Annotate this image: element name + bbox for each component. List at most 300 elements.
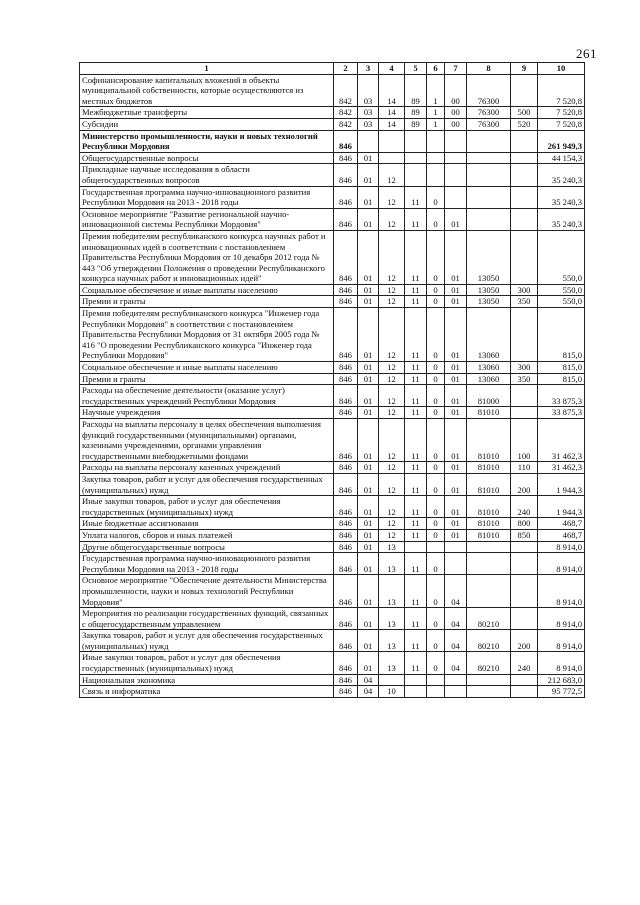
ministry-code: 846 xyxy=(334,130,358,152)
measure-code: 01 xyxy=(445,373,467,385)
measure-code xyxy=(445,130,467,152)
subprogram-code: 0 xyxy=(427,575,445,608)
kind-code: 300 xyxy=(511,362,538,374)
subprogram-code: 0 xyxy=(427,296,445,308)
table-row xyxy=(80,553,585,575)
ministry-code: 842 xyxy=(334,107,358,119)
measure-code: 01 xyxy=(445,462,467,474)
table-row xyxy=(80,496,585,518)
subprogram-code: 0 xyxy=(427,208,445,230)
subprogram-code: 1 xyxy=(427,74,445,107)
ministry-code: 846 xyxy=(334,419,358,462)
ministry-code: 846 xyxy=(334,164,358,186)
kind-code xyxy=(511,130,538,152)
ministry-code: 846 xyxy=(334,462,358,474)
kind-code: 240 xyxy=(511,496,538,518)
kind-code: 300 xyxy=(511,284,538,296)
subprogram-code: 0 xyxy=(427,630,445,652)
program-code: 11 xyxy=(405,575,427,608)
subprogram-code xyxy=(427,152,445,164)
row-name: Премии и гранты xyxy=(80,373,334,385)
ministry-code: 846 xyxy=(334,553,358,575)
row-name: Министерство промышленности, науки и новых технологий Республики Мордовия xyxy=(80,130,334,152)
subprogram-code: 1 xyxy=(427,107,445,119)
subsection-code: 13 xyxy=(379,553,405,575)
subsection-code: 13 xyxy=(379,630,405,652)
subprogram-code xyxy=(427,541,445,553)
subprogram-code: 0 xyxy=(427,373,445,385)
subsection-code: 12 xyxy=(379,518,405,530)
subprogram-code xyxy=(427,686,445,698)
expense-code: 81010 xyxy=(467,529,511,541)
kind-code xyxy=(511,541,538,553)
ministry-code: 846 xyxy=(334,496,358,518)
table-row xyxy=(80,575,585,608)
expense-code xyxy=(467,553,511,575)
section-code: 01 xyxy=(358,152,379,164)
expense-code: 81010 xyxy=(467,518,511,530)
expense-code: 13060 xyxy=(467,308,511,362)
kind-code xyxy=(511,553,538,575)
expense-code xyxy=(467,575,511,608)
header-cell: 8 xyxy=(467,63,511,75)
ministry-code: 842 xyxy=(334,118,358,130)
program-code: 11 xyxy=(405,230,427,284)
subsection-code xyxy=(379,130,405,152)
subprogram-code: 0 xyxy=(427,608,445,630)
section-code: 01 xyxy=(358,630,379,652)
section-code: 01 xyxy=(358,407,379,419)
expense-code: 80210 xyxy=(467,608,511,630)
expense-code: 81000 xyxy=(467,385,511,407)
table-row xyxy=(80,130,585,152)
section-code: 01 xyxy=(358,186,379,208)
kind-code: 240 xyxy=(511,652,538,674)
ministry-code: 846 xyxy=(334,575,358,608)
measure-code: 01 xyxy=(445,296,467,308)
subprogram-code: 0 xyxy=(427,284,445,296)
expense-code xyxy=(467,152,511,164)
subprogram-code: 0 xyxy=(427,518,445,530)
expense-code: 13050 xyxy=(467,230,511,284)
ministry-code: 846 xyxy=(334,296,358,308)
ministry-code: 846 xyxy=(334,529,358,541)
kind-code xyxy=(511,686,538,698)
measure-code: 00 xyxy=(445,118,467,130)
row-name: Общегосударственные вопросы xyxy=(80,152,334,164)
measure-code xyxy=(445,553,467,575)
section-code: 01 xyxy=(358,518,379,530)
table-row xyxy=(80,419,585,462)
header-cell: 6 xyxy=(427,63,445,75)
measure-code: 01 xyxy=(445,230,467,284)
budget-table xyxy=(79,62,585,698)
subprogram-code: 0 xyxy=(427,308,445,362)
table-row xyxy=(80,208,585,230)
amount: 1 944,3 xyxy=(538,473,585,495)
kind-code: 350 xyxy=(511,296,538,308)
subprogram-code: 0 xyxy=(427,407,445,419)
table-row xyxy=(80,230,585,284)
ministry-code: 846 xyxy=(334,362,358,374)
ministry-code: 842 xyxy=(334,74,358,107)
expense-code xyxy=(467,208,511,230)
subsection-code xyxy=(379,674,405,686)
program-code: 11 xyxy=(405,308,427,362)
expense-code: 13060 xyxy=(467,362,511,374)
measure-code: 00 xyxy=(445,107,467,119)
subsection-code: 12 xyxy=(379,496,405,518)
kind-code xyxy=(511,230,538,284)
row-name: Государственная программа научно-инновационного развития Республики Мордовия на 2013 - 2018 годы xyxy=(80,186,334,208)
subprogram-code: 0 xyxy=(427,230,445,284)
budget-table-wrap xyxy=(79,62,584,698)
section-code: 01 xyxy=(358,164,379,186)
measure-code xyxy=(445,186,467,208)
program-code: 11 xyxy=(405,407,427,419)
table-row xyxy=(80,652,585,674)
subsection-code: 13 xyxy=(379,608,405,630)
row-name: Научные учреждения xyxy=(80,407,334,419)
table-row xyxy=(80,518,585,530)
program-code: 11 xyxy=(405,419,427,462)
table-row xyxy=(80,529,585,541)
kind-code: 520 xyxy=(511,118,538,130)
subsection-code: 12 xyxy=(379,385,405,407)
amount: 44 154,3 xyxy=(538,152,585,164)
row-name: Иные бюджетные ассигнования xyxy=(80,518,334,530)
amount: 7 520,8 xyxy=(538,118,585,130)
subsection-code: 12 xyxy=(379,473,405,495)
header-cell: 5 xyxy=(405,63,427,75)
header-cell: 9 xyxy=(511,63,538,75)
section-code: 03 xyxy=(358,74,379,107)
measure-code: 01 xyxy=(445,284,467,296)
program-code: 11 xyxy=(405,496,427,518)
amount: 815,0 xyxy=(538,308,585,362)
header-cell: 2 xyxy=(334,63,358,75)
kind-code xyxy=(511,407,538,419)
measure-code: 04 xyxy=(445,575,467,608)
table-row xyxy=(80,541,585,553)
ministry-code: 846 xyxy=(334,608,358,630)
row-name: Закупка товаров, работ и услуг для обеспечения государственных (муниципальных) нужд xyxy=(80,473,334,495)
kind-code xyxy=(511,308,538,362)
ministry-code: 846 xyxy=(334,541,358,553)
amount: 8 914,0 xyxy=(538,541,585,553)
subsection-code: 12 xyxy=(379,529,405,541)
measure-code: 01 xyxy=(445,385,467,407)
row-name: Социальное обеспечение и иные выплаты населению xyxy=(80,284,334,296)
amount: 815,0 xyxy=(538,362,585,374)
measure-code: 01 xyxy=(445,529,467,541)
row-name: Межбюджетные трансферты xyxy=(80,107,334,119)
expense-code: 76300 xyxy=(467,107,511,119)
kind-code xyxy=(511,164,538,186)
expense-code: 81010 xyxy=(467,419,511,462)
row-name: Государственная программа научно-инновационного развития Республики Мордовия на 2013 - 2018 годы xyxy=(80,553,334,575)
amount: 8 914,0 xyxy=(538,608,585,630)
section-code: 01 xyxy=(358,553,379,575)
header-cell: 3 xyxy=(358,63,379,75)
kind-code xyxy=(511,608,538,630)
section-code: 01 xyxy=(358,608,379,630)
program-code: 11 xyxy=(405,553,427,575)
kind-code: 350 xyxy=(511,373,538,385)
row-name: Другие общегосударственные вопросы xyxy=(80,541,334,553)
section-code: 01 xyxy=(358,529,379,541)
header-cell: 10 xyxy=(538,63,585,75)
measure-code: 01 xyxy=(445,407,467,419)
header-cell: 4 xyxy=(379,63,405,75)
program-code: 11 xyxy=(405,385,427,407)
expense-code xyxy=(467,164,511,186)
table-row xyxy=(80,362,585,374)
amount: 95 772,5 xyxy=(538,686,585,698)
program-code: 89 xyxy=(405,107,427,119)
section-code: 01 xyxy=(358,473,379,495)
section-code: 01 xyxy=(358,362,379,374)
section-code: 03 xyxy=(358,118,379,130)
measure-code xyxy=(445,674,467,686)
subsection-code: 14 xyxy=(379,118,405,130)
subprogram-code xyxy=(427,130,445,152)
expense-code: 13050 xyxy=(467,284,511,296)
expense-code: 13060 xyxy=(467,373,511,385)
page-number: 261 xyxy=(576,46,597,61)
subsection-code: 12 xyxy=(379,373,405,385)
section-code: 01 xyxy=(358,208,379,230)
row-name: Связь и информатика xyxy=(80,686,334,698)
amount: 468,7 xyxy=(538,529,585,541)
table-row xyxy=(80,164,585,186)
section-code: 01 xyxy=(358,296,379,308)
measure-code: 01 xyxy=(445,473,467,495)
expense-code xyxy=(467,686,511,698)
row-name: Уплата налогов, сборов и иных платежей xyxy=(80,529,334,541)
row-name: Премия победителям республиканского конкурса "Инженер года Республики Мордовия" в соответствии с постановлением Правительства Республики Мордовия от 31 октября 2005 года № 416 "О проведении Республиканского конкурса "Инженер года Республики Мордовия" xyxy=(80,308,334,362)
ministry-code: 846 xyxy=(334,308,358,362)
subsection-code: 12 xyxy=(379,362,405,374)
ministry-code: 846 xyxy=(334,284,358,296)
header-cell: 1 xyxy=(80,63,334,75)
measure-code: 01 xyxy=(445,518,467,530)
subprogram-code: 0 xyxy=(427,419,445,462)
ministry-code: 846 xyxy=(334,152,358,164)
program-code: 11 xyxy=(405,284,427,296)
subsection-code: 12 xyxy=(379,308,405,362)
expense-code: 76300 xyxy=(467,74,511,107)
amount: 550,0 xyxy=(538,230,585,284)
section-code: 03 xyxy=(358,107,379,119)
subsection-code: 12 xyxy=(379,284,405,296)
kind-code: 200 xyxy=(511,630,538,652)
amount: 33 875,3 xyxy=(538,407,585,419)
measure-code xyxy=(445,164,467,186)
kind-code xyxy=(511,575,538,608)
subprogram-code: 0 xyxy=(427,186,445,208)
table-row xyxy=(80,296,585,308)
table-row xyxy=(80,373,585,385)
expense-code: 76300 xyxy=(467,118,511,130)
measure-code: 01 xyxy=(445,419,467,462)
program-code: 11 xyxy=(405,373,427,385)
subprogram-code xyxy=(427,164,445,186)
program-code: 11 xyxy=(405,518,427,530)
subsection-code xyxy=(379,152,405,164)
program-code: 11 xyxy=(405,296,427,308)
amount: 550,0 xyxy=(538,284,585,296)
row-name: Основное мероприятие "Развитие региональной научно-инновационной системы Республики Мордовия" xyxy=(80,208,334,230)
expense-code: 81010 xyxy=(467,462,511,474)
section-code: 01 xyxy=(358,462,379,474)
kind-code: 500 xyxy=(511,107,538,119)
ministry-code: 846 xyxy=(334,652,358,674)
program-code: 11 xyxy=(405,652,427,674)
expense-code xyxy=(467,186,511,208)
subsection-code: 12 xyxy=(379,462,405,474)
subprogram-code xyxy=(427,674,445,686)
row-name: Иные закупки товаров, работ и услуг для обеспечения государственных (муниципальных) нужд xyxy=(80,652,334,674)
section-code: 01 xyxy=(358,496,379,518)
amount: 8 914,0 xyxy=(538,630,585,652)
amount: 8 914,0 xyxy=(538,652,585,674)
subprogram-code: 0 xyxy=(427,652,445,674)
subsection-code: 14 xyxy=(379,107,405,119)
expense-code: 80210 xyxy=(467,652,511,674)
table-row xyxy=(80,462,585,474)
program-code xyxy=(405,686,427,698)
program-code: 11 xyxy=(405,608,427,630)
expense-code: 81010 xyxy=(467,407,511,419)
table-row xyxy=(80,407,585,419)
measure-code xyxy=(445,152,467,164)
subsection-code: 13 xyxy=(379,575,405,608)
ministry-code: 846 xyxy=(334,407,358,419)
section-code: 04 xyxy=(358,674,379,686)
amount: 35 240,3 xyxy=(538,208,585,230)
row-name: Премия победителям республиканского конкурса научных работ и инновационных идей в соответствии с постановлением Правительства Республики Мордовия от 10 декабря 2012 года № 443 "Об утверждении Положения о проведении Республиканского конкурса научных работ и инновационных идей" xyxy=(80,230,334,284)
program-code xyxy=(405,674,427,686)
subsection-code: 13 xyxy=(379,652,405,674)
amount: 31 462,3 xyxy=(538,419,585,462)
table-row xyxy=(80,308,585,362)
table-row xyxy=(80,630,585,652)
amount: 815,0 xyxy=(538,373,585,385)
ministry-code: 846 xyxy=(334,674,358,686)
subsection-code: 12 xyxy=(379,186,405,208)
kind-code xyxy=(511,152,538,164)
amount: 8 914,0 xyxy=(538,553,585,575)
kind-code: 100 xyxy=(511,419,538,462)
ministry-code: 846 xyxy=(334,686,358,698)
table-row xyxy=(80,74,585,107)
section-code: 01 xyxy=(358,308,379,362)
expense-code: 13050 xyxy=(467,296,511,308)
table-row xyxy=(80,674,585,686)
section-code: 01 xyxy=(358,652,379,674)
row-name: Мероприятия по реализации государственных функций, связанных с общегосударственным управлением xyxy=(80,608,334,630)
ministry-code: 846 xyxy=(334,630,358,652)
header-cell: 7 xyxy=(445,63,467,75)
subprogram-code: 0 xyxy=(427,553,445,575)
program-code xyxy=(405,541,427,553)
section-code: 01 xyxy=(358,419,379,462)
ministry-code: 846 xyxy=(334,208,358,230)
kind-code: 110 xyxy=(511,462,538,474)
program-code: 89 xyxy=(405,118,427,130)
amount: 468,7 xyxy=(538,518,585,530)
amount: 8 914,0 xyxy=(538,575,585,608)
measure-code: 01 xyxy=(445,496,467,518)
row-name: Расходы на обеспечение деятельности (оказание услуг) государственных учреждений Республики Мордовия xyxy=(80,385,334,407)
kind-code: 200 xyxy=(511,473,538,495)
section-code: 01 xyxy=(358,373,379,385)
kind-code xyxy=(511,186,538,208)
program-code: 11 xyxy=(405,186,427,208)
header-row xyxy=(80,63,585,75)
program-code: 11 xyxy=(405,462,427,474)
amount: 261 949,3 xyxy=(538,130,585,152)
subprogram-code: 0 xyxy=(427,529,445,541)
section-code xyxy=(358,130,379,152)
subsection-code: 12 xyxy=(379,419,405,462)
amount: 7 520,8 xyxy=(538,74,585,107)
table-row xyxy=(80,107,585,119)
ministry-code: 846 xyxy=(334,385,358,407)
measure-code: 04 xyxy=(445,652,467,674)
subsection-code: 13 xyxy=(379,541,405,553)
section-code: 01 xyxy=(358,230,379,284)
row-name: Софинансирование капитальных вложений в объекты муниципальной собственности, которые осуществляются из местных бюджетов xyxy=(80,74,334,107)
subsection-code: 10 xyxy=(379,686,405,698)
program-code: 11 xyxy=(405,630,427,652)
amount: 33 875,3 xyxy=(538,385,585,407)
ministry-code: 846 xyxy=(334,230,358,284)
program-code xyxy=(405,130,427,152)
table-row xyxy=(80,284,585,296)
row-name: Расходы на выплаты персоналу казенных учреждений xyxy=(80,462,334,474)
subsection-code: 12 xyxy=(379,296,405,308)
ministry-code: 846 xyxy=(334,518,358,530)
table-row xyxy=(80,152,585,164)
program-code xyxy=(405,164,427,186)
subsection-code: 12 xyxy=(379,407,405,419)
amount: 35 240,3 xyxy=(538,164,585,186)
program-code: 11 xyxy=(405,208,427,230)
section-code: 01 xyxy=(358,575,379,608)
kind-code xyxy=(511,208,538,230)
amount: 550,0 xyxy=(538,296,585,308)
section-code: 01 xyxy=(358,541,379,553)
table-row xyxy=(80,608,585,630)
expense-code: 81010 xyxy=(467,496,511,518)
row-name: Прикладные научные исследования в области общегосударственных вопросов xyxy=(80,164,334,186)
row-name: Социальное обеспечение и иные выплаты населению xyxy=(80,362,334,374)
section-code: 01 xyxy=(358,385,379,407)
ministry-code: 846 xyxy=(334,373,358,385)
kind-code xyxy=(511,74,538,107)
row-name: Субсидии xyxy=(80,118,334,130)
measure-code xyxy=(445,686,467,698)
amount: 212 683,0 xyxy=(538,674,585,686)
measure-code: 01 xyxy=(445,308,467,362)
ministry-code: 846 xyxy=(334,473,358,495)
table-row xyxy=(80,686,585,698)
section-code: 04 xyxy=(358,686,379,698)
amount: 1 944,3 xyxy=(538,496,585,518)
program-code: 11 xyxy=(405,362,427,374)
